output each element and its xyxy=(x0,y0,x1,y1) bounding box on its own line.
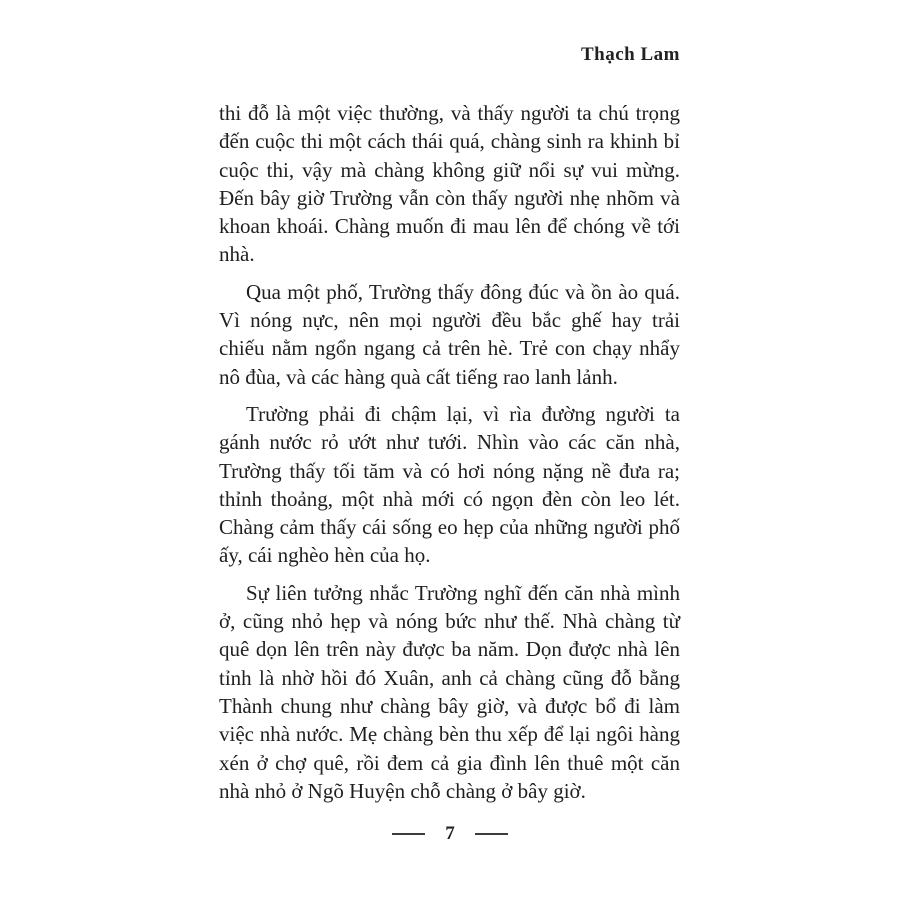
page-footer xyxy=(0,820,900,848)
folio-rule-left xyxy=(392,833,425,835)
paragraph: thi đỗ là một việc thường, và thấy người ta chú trọng đến cuộc thi một cách thái quá, chàng sinh ra khinh bỉ cuộc thi, vậy mà chàng không giữ nổi sự vui mừng. Đến bây giờ Trường vẫn còn thấy người nhẹ nhõm và khoan khoái. Chàng muốn đi mau lên để chóng về tới nhà. xyxy=(219,101,680,267)
page-number: 7 xyxy=(445,823,455,844)
paragraph: Qua một phố, Trường thấy đông đúc và ồn ào quá. Vì nóng nực, nên mọi người đều bắc ghế hay trải chiếu nằm ngổn ngang cả trên hè. Trẻ con chạy nhẩy nô đùa, và các hàng quà cất tiếng rao lanh lảnh. xyxy=(219,279,680,389)
text-column xyxy=(219,99,680,814)
running-header-author: Thạch Lam xyxy=(581,44,680,65)
paragraph: Trường phải đi chậm lại, vì rìa đường người ta gánh nước rỏ ướt như tưới. Nhìn vào các căn nhà, Trường thấy tối tăm và có hơi nóng nặng nề đưa ra; thỉnh thoảng, một nhà mới có ngọn đèn còn leo lét. Chàng cảm thấy cái sống eo hẹp của những người phố ấy, cái nghèo hèn của họ. xyxy=(219,401,680,568)
folio-rule-right xyxy=(475,833,508,835)
paragraph: Sự liên tưởng nhắc Trường nghĩ đến căn nhà mình ở, cũng nhỏ hẹp và nóng bức như thế. Nhà chàng từ quê dọn lên trên này được ba năm. Dọn được nhà lên tỉnh là nhờ hồi đó Xuân, anh cả chàng cũng đỗ bằng Thành chung như chàng bây giờ, và được bổ đi làm việc nhà nước. Mẹ chàng bèn thu xếp để lại ngôi hàng xén ở chợ quê, rồi đem cả gia đình lên thuê một căn nhà nhỏ ở Ngõ Huyện chỗ chàng ở bây giờ. xyxy=(219,580,680,803)
